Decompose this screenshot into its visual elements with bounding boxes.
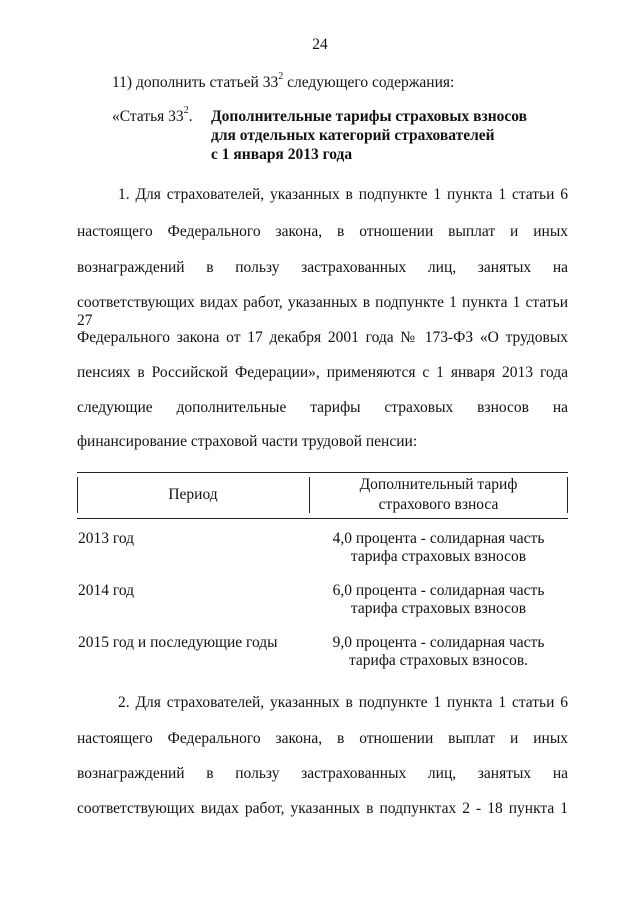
para2-line-1: 2. Для страхователей, указанных в подпункте 1 пункта 1 статьи 6 xyxy=(118,694,568,711)
para1-line-8: финансирование страховой части трудовой пенсии: xyxy=(77,433,418,450)
table-header-tariff-line-2: страхового взноса xyxy=(378,496,499,513)
para1-line-3: вознаграждений в пользу застрахованных лиц, занятых на xyxy=(77,259,568,276)
para2-line-4: соответствующих видах работ, указанных в подпунктах 2 - 18 пункта 1 xyxy=(77,800,568,817)
para2-line-3: вознаграждений в пользу застрахованных лиц, занятых на xyxy=(77,765,568,782)
table-row-3-tariff-line-1: 9,0 процента - солидарная часть xyxy=(332,634,545,651)
para1-line-1: 1. Для страхователей, указанных в подпункте 1 пункта 1 статьи 6 xyxy=(118,186,568,203)
table-row-2-period: 2014 год xyxy=(78,582,135,599)
page-number: 24 xyxy=(312,36,328,53)
article-title-line-1: Дополнительные тарифы страховых взносов xyxy=(211,108,527,125)
para1-line-5: Федерального закона от 17 декабря 2001 года № 173-ФЗ «О трудовых xyxy=(77,329,568,346)
item-11-prefix: 11) дополнить статьей 33 xyxy=(112,74,279,91)
table-row-1-period: 2013 год xyxy=(78,530,135,547)
item-11-suffix: следующего содержания: xyxy=(283,74,455,91)
article-label-suffix: . xyxy=(188,108,193,125)
article-label-prefix: «Статья 33 xyxy=(112,108,184,125)
table-row-2-tariff-line-2: тарифа страховых взносов xyxy=(350,600,527,617)
item-11-line xyxy=(112,71,455,92)
article-title-line-3: с 1 января 2013 года xyxy=(211,146,353,163)
table-row-1-tariff-line-2: тарифа страховых взносов xyxy=(350,548,527,565)
item-11-sup: 2 xyxy=(278,71,284,82)
article-label-sup: 2 xyxy=(183,105,189,116)
article-title-line-2: для отдельных категорий страхователей xyxy=(211,127,495,144)
para1-line-6: пенсиях в Российской Федерации», применяются с 1 января 2013 года xyxy=(77,364,568,381)
table-row-1-tariff-line-1: 4,0 процента - солидарная часть xyxy=(332,530,545,547)
table-header-period: Период xyxy=(168,486,218,503)
table-row-2-tariff-line-1: 6,0 процента - солидарная часть xyxy=(332,582,545,599)
para1-line-2: настоящего Федерального закона, в отношении выплат и иных xyxy=(77,223,568,240)
para2-line-2: настоящего Федерального закона, в отношении выплат и иных xyxy=(77,730,568,747)
article-label xyxy=(112,105,193,126)
table-header-tariff-line-1: Дополнительный тариф xyxy=(359,476,518,493)
para1-line-7: следующие дополнительные тарифы страховых взносов на xyxy=(77,399,568,416)
para1-line-4: соответствующих видах работ, указанных в подпункте 1 пункта 1 статьи 27 xyxy=(77,294,568,329)
table-row-3-period: 2015 год и последующие годы xyxy=(78,634,278,651)
table-row-3-tariff-line-2: тарифа страховых взносов. xyxy=(348,652,529,669)
